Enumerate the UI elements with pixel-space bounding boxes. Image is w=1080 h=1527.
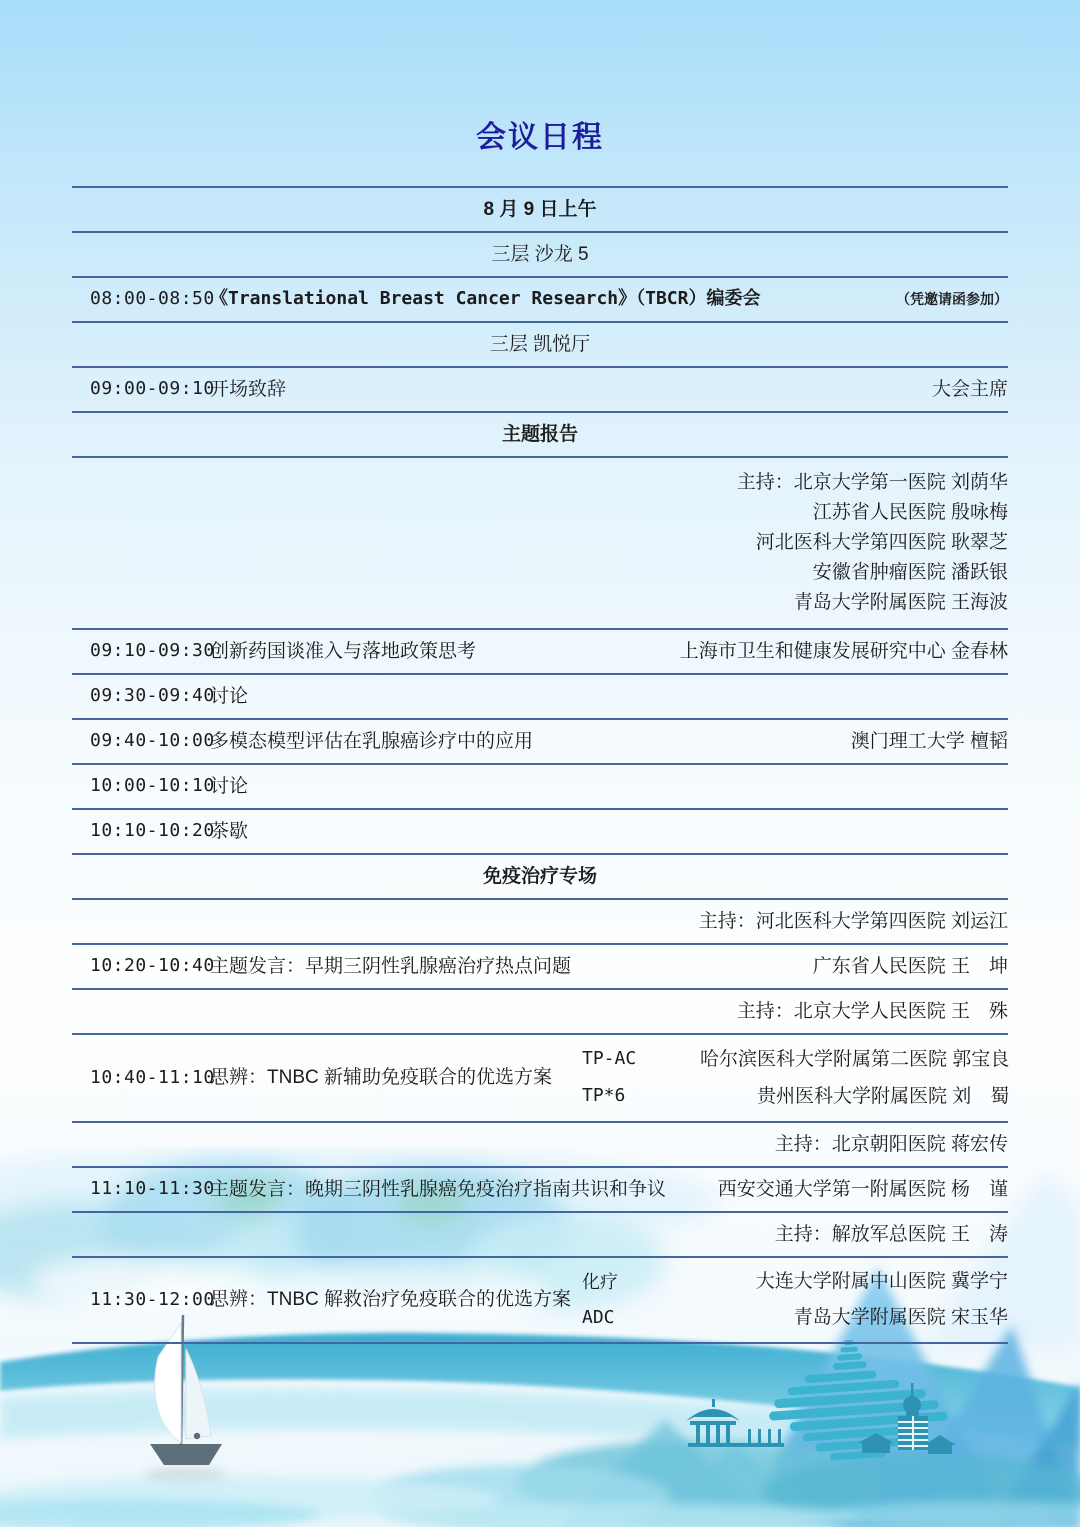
option-speaker: 青岛大学附属医院 宋玉华 — [793, 1307, 1008, 1329]
chair-row — [72, 898, 1008, 943]
date-header: 8 月 9 日上午 — [483, 198, 597, 220]
debate-options — [582, 1035, 1009, 1121]
session-row-break — [72, 808, 1008, 853]
venue-row — [72, 231, 1008, 276]
page-title: 会议日程 — [476, 121, 604, 154]
chair-line: 青岛大学附属医院 王海波 — [793, 592, 1008, 613]
option-speaker: 贵州医科大学附属医院 刘 蜀 — [757, 1085, 1010, 1107]
section-title: 免疫治疗专场 — [482, 865, 597, 887]
session-row — [72, 943, 1008, 988]
date-header-row — [72, 186, 1008, 231]
session-time: 09:40-10:00 — [90, 730, 215, 752]
chair-line: 安徽省肿瘤医院 潘跃银 — [812, 562, 1008, 583]
chair-line: 河北医科大学第四医院 耿翠芝 — [755, 532, 1008, 553]
session-row — [72, 628, 1008, 673]
chair-row — [72, 1211, 1008, 1256]
chair-row — [72, 1121, 1008, 1166]
session-title: 主题发言：早期三阴性乳腺癌治疗热点问题 — [210, 955, 572, 977]
chair-line: 江苏省人民医院 殷咏梅 — [812, 502, 1008, 523]
chair-line: 主持：北京大学第一医院 刘荫华 — [736, 472, 1008, 493]
session-time: 10:20-10:40 — [90, 955, 215, 977]
debate-option — [582, 1270, 1008, 1294]
venue-label: 三层 沙龙 5 — [491, 243, 589, 265]
session-time: 11:10-11:30 — [90, 1178, 215, 1200]
option-label: TP*6 — [582, 1085, 626, 1107]
session-speaker: 澳门理工大学 檀韬 — [850, 730, 1008, 752]
session-time: 10:40-11:10 — [90, 1066, 215, 1088]
option-speaker: 大连大学附属中山医院 冀学宁 — [755, 1271, 1008, 1293]
session-speaker: 西安交通大学第一附属医院 杨 谨 — [717, 1178, 1008, 1200]
session-title: 讨论 — [210, 685, 249, 707]
session-title: 主题发言：晚期三阴性乳腺癌免疫治疗指南共识和争议 — [210, 1178, 667, 1200]
debate-option — [582, 1306, 1008, 1330]
session-title: 创新药国谈准入与落地政策思考 — [210, 640, 477, 662]
chair-line: 主持：北京朝阳医院 蒋宏传 — [774, 1133, 1008, 1155]
session-row-discussion — [72, 763, 1008, 808]
session-time: 10:10-10:20 — [90, 820, 215, 842]
chair-line: 主持：河北医科大学第四医院 刘运江 — [698, 910, 1008, 932]
session-title: 思辨：TNBC 解救治疗免疫联合的优选方案 — [210, 1289, 572, 1311]
option-label: ADC — [582, 1306, 615, 1328]
option-label: TP-AC — [582, 1048, 637, 1070]
debate-options — [582, 1258, 1008, 1342]
debate-row — [72, 1256, 1008, 1344]
option-speaker: 哈尔滨医科大学附属第二医院 郭宝良 — [700, 1048, 1010, 1070]
session-speaker: 上海市卫生和健康发展研究中心 金春林 — [679, 640, 1008, 662]
debate-option — [582, 1085, 1009, 1109]
venue-label: 三层 凯悦厅 — [489, 333, 591, 355]
venue-row — [72, 321, 1008, 366]
agenda-table — [72, 186, 1008, 1344]
section-header-keynote — [72, 411, 1008, 456]
session-title: 多模态模型评估在乳腺癌诊疗中的应用 — [210, 730, 534, 752]
chair-line: 主持：北京大学人民医院 王 殊 — [736, 1000, 1008, 1022]
chair-line: 主持：解放军总医院 王 涛 — [774, 1223, 1008, 1245]
session-title: 茶歇 — [210, 820, 249, 842]
session-title: 《Translational Breast Cancer Research》（TBCR）编委会 — [210, 288, 761, 310]
section-header-immunotherapy — [72, 853, 1008, 898]
session-speaker: 广东省人民医院 王 坤 — [812, 955, 1008, 977]
session-time: 09:10-09:30 — [90, 640, 215, 662]
session-row-discussion — [72, 673, 1008, 718]
chairs-block — [72, 456, 1008, 628]
session-speaker: 大会主席 — [931, 378, 1008, 400]
session-row-tbcr — [72, 276, 1008, 321]
section-title: 主题报告 — [501, 423, 578, 445]
session-title: 讨论 — [210, 775, 249, 797]
session-title: 开场致辞 — [210, 378, 287, 400]
session-time: 08:00-08:50 — [90, 288, 215, 310]
debate-option — [582, 1048, 1009, 1072]
session-time: 10:00-10:10 — [90, 775, 215, 797]
session-time: 09:30-09:40 — [90, 685, 215, 707]
session-row — [72, 1166, 1008, 1211]
session-title: 思辨：TNBC 新辅助免疫联合的优选方案 — [210, 1067, 553, 1089]
session-row-opening — [72, 366, 1008, 411]
session-time: 11:30-12:00 — [90, 1288, 215, 1310]
option-label: 化疗 — [582, 1271, 618, 1292]
debate-row — [72, 1033, 1008, 1121]
session-time: 09:00-09:10 — [90, 378, 215, 400]
chair-row — [72, 988, 1008, 1033]
invitation-note: （凭邀请函参加） — [896, 290, 1008, 307]
session-row — [72, 718, 1008, 763]
